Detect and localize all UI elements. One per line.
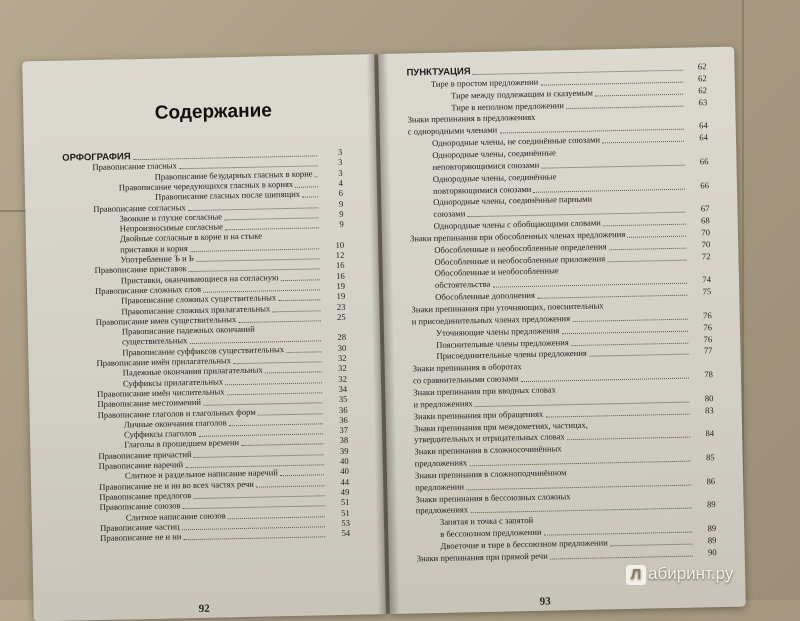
toc-page-number: 76 bbox=[702, 309, 712, 321]
toc-entry-title: Однородные члены, соединённые bbox=[432, 147, 556, 160]
toc-entry-title: Звонкие и глухие согласные bbox=[119, 211, 223, 224]
toc-page-number: 9 bbox=[339, 208, 344, 219]
labirint-logo-icon: Л bbox=[626, 565, 646, 585]
toc-page-number: 66 bbox=[699, 155, 709, 167]
toc-dot-leader bbox=[295, 185, 318, 187]
toc-entry bbox=[440, 537, 608, 551]
toc-page-number: 6 bbox=[338, 188, 344, 199]
toc-dot-leader bbox=[196, 257, 319, 262]
toc-page-number: 68 bbox=[700, 215, 710, 226]
toc-page-number: 76 bbox=[703, 333, 713, 344]
toc-entry-title: Однородные члены с обобщающими словами bbox=[433, 217, 601, 231]
toc-page-number: 64 bbox=[699, 120, 708, 131]
toc-entry-title: Правописание падежных окончаний bbox=[121, 323, 255, 337]
toc-entry-title: Обособленные и необособленные приложения bbox=[434, 252, 606, 267]
toc-entry-title: Правописание союзов bbox=[99, 500, 181, 513]
toc-entry bbox=[433, 194, 592, 207]
toc-entry-title: Правописание чередующихся гласных в корнях bbox=[118, 178, 294, 193]
toc-dot-leader bbox=[184, 535, 326, 540]
toc-page-number: 34 bbox=[338, 383, 348, 394]
toc-entry-title: Правописание имён прилагательных bbox=[96, 355, 232, 369]
toc-entry-title: предложениях bbox=[415, 504, 469, 516]
toc-entry bbox=[433, 183, 531, 195]
toc-entry-title: Двойные согласные в корне и на стыке bbox=[119, 230, 263, 244]
toc-entry-title: Тире в простом предложении bbox=[430, 76, 539, 89]
toc-page-number: 53 bbox=[341, 517, 351, 528]
toc-dot-leader bbox=[272, 309, 320, 312]
toc-entry-title: Правописание суффиксов существительных bbox=[122, 343, 285, 358]
toc-page-number: 9 bbox=[339, 218, 344, 230]
toc-entry-title: Знаки препинания при уточняющих, пояснительных bbox=[411, 300, 604, 315]
toc-dot-leader bbox=[227, 391, 322, 395]
toc-dot-leader bbox=[544, 531, 692, 536]
toc-page-number: 40 bbox=[340, 466, 349, 477]
toc-dot-leader bbox=[238, 319, 320, 323]
toc-dot-leader bbox=[228, 515, 325, 519]
toc-dot-leader bbox=[193, 494, 324, 499]
toc-entry bbox=[122, 324, 255, 337]
toc-entry bbox=[413, 373, 519, 385]
toc-entry-title: Непроизносимые согласные bbox=[119, 221, 224, 234]
page-title: Содержание bbox=[154, 100, 273, 124]
toc-entry-title: Правописание согласных bbox=[93, 201, 186, 214]
toc-dot-leader bbox=[241, 443, 323, 447]
toc-entry-title: Личные окончания глаголов bbox=[123, 417, 227, 430]
toc-dot-leader bbox=[493, 282, 687, 288]
toc-entry-title: Слитное и раздельное написание наречий bbox=[124, 467, 279, 481]
toc-page-number: 23 bbox=[336, 301, 346, 312]
toc-entry bbox=[120, 231, 262, 244]
toc-entry-title: утвердительных и отрицательных словах bbox=[414, 431, 565, 445]
toc-entry bbox=[408, 125, 498, 137]
toc-entry-title: Обособленные дополнения bbox=[435, 289, 536, 303]
toc-dot-leader bbox=[475, 400, 690, 406]
toc-entry-title: неповторяющимися союзами bbox=[432, 159, 540, 172]
toc-dot-leader bbox=[550, 554, 693, 559]
toc-dot-leader bbox=[589, 353, 688, 357]
toc-dot-leader bbox=[302, 196, 318, 198]
toc-entry-title: Знаки препинания при междометиях, частицах, bbox=[413, 419, 588, 433]
toc-dot-leader bbox=[229, 422, 323, 426]
open-book bbox=[22, 47, 746, 621]
toc-dot-leader bbox=[199, 432, 323, 437]
toc-entry-title: Знаки препинания при обращениях bbox=[413, 408, 544, 422]
toc-entry bbox=[416, 505, 469, 516]
toc-entry-title: Правописание не и ни bbox=[100, 531, 182, 544]
toc-entry-title: Тире в неполном предложении bbox=[451, 99, 565, 113]
toc-page-number: 32 bbox=[338, 373, 348, 384]
toc-entry bbox=[417, 550, 548, 563]
toc-entry-title: Знаки препинания при обособленных членах предложения bbox=[409, 228, 626, 244]
toc-dot-leader bbox=[190, 247, 319, 252]
toc-entry bbox=[433, 171, 557, 184]
toc-entry bbox=[406, 66, 470, 78]
toc-entry-title: со сравнительными союзами bbox=[412, 373, 519, 386]
toc-dot-leader bbox=[470, 507, 691, 514]
toc-dot-leader bbox=[537, 294, 687, 299]
toc-page-number: 86 bbox=[706, 475, 716, 487]
toc-page-number: 80 bbox=[704, 392, 714, 404]
toc-entry-title: в бессоюзном предложении bbox=[440, 526, 542, 540]
toc-entry-title: Употребление Ъ и Ь bbox=[120, 252, 194, 265]
toc-entry-title: предложениях bbox=[414, 457, 468, 469]
toc-page-number: 66 bbox=[700, 179, 710, 190]
toc-dot-leader bbox=[233, 360, 321, 364]
toc-entry-title: Правописание гласных после шипящих bbox=[154, 188, 301, 202]
toc-dot-leader bbox=[265, 371, 322, 374]
toc-page-number: 25 bbox=[336, 311, 346, 322]
toc-entry-title: Правописание причастий bbox=[98, 448, 192, 461]
toc-dot-leader bbox=[182, 525, 325, 530]
toc-page-number: 44 bbox=[340, 476, 350, 487]
toc-dot-leader bbox=[627, 235, 686, 238]
toc-entry bbox=[412, 313, 571, 326]
toc-entry bbox=[415, 467, 567, 480]
toc-page-number: 32 bbox=[337, 352, 347, 363]
toc-page-number: 3 bbox=[338, 167, 343, 178]
toc-entry-title: Суффиксы прилагательных bbox=[122, 375, 224, 389]
toc-entry-title: Правописание наречий bbox=[98, 459, 184, 472]
toc-entry-title: Уточняющие члены предложения bbox=[435, 325, 560, 338]
toc-dot-leader bbox=[225, 381, 322, 385]
toc-page-number: 19 bbox=[336, 290, 346, 302]
toc-entry-title: Правописание не и ни во всех частях речи bbox=[99, 478, 254, 492]
toc-page-number: 32 bbox=[338, 363, 347, 374]
toc-entry-title: союзами bbox=[433, 208, 466, 220]
toc-page-number: 89 bbox=[706, 499, 716, 510]
toc-page-number: 36 bbox=[339, 414, 348, 425]
toc-page-number: 62 bbox=[698, 73, 707, 84]
toc-page-number: 76 bbox=[703, 321, 713, 332]
toc-entry-title: Знаки препинания в оборотах bbox=[412, 361, 522, 374]
toc-entry-title: Знаки препинания при прямой речи bbox=[416, 550, 548, 564]
toc-entry bbox=[440, 527, 542, 539]
toc-page-number: 3 bbox=[337, 146, 343, 157]
toc-entry-title: ОРФОГРАФИЯ bbox=[62, 151, 131, 164]
toc-entry-title: Обособленные и необособленные определения bbox=[434, 241, 607, 255]
toc-dot-leader bbox=[540, 81, 682, 86]
toc-dot-leader bbox=[541, 163, 684, 168]
toc-entry bbox=[415, 481, 464, 492]
toc-entry-title: и присоединительных членах предложения bbox=[411, 312, 571, 327]
toc-entry-title: предложении bbox=[415, 481, 465, 493]
toc-entry-title: Знаки препинания в предложениях bbox=[407, 112, 536, 125]
toc-entry-title: приставки и корня bbox=[120, 242, 188, 255]
toc-entry bbox=[411, 300, 603, 314]
toc-page-number: 16 bbox=[335, 260, 345, 271]
toc-entry-title: Правописание глаголов и глагольных форм bbox=[97, 406, 256, 420]
toc-entry-title: Запятая и точка с запятой bbox=[439, 515, 534, 528]
toc-dot-leader bbox=[281, 278, 320, 281]
toc-page-number: 70 bbox=[701, 227, 711, 238]
toc-entry-title: Правописание имён числительных bbox=[97, 386, 225, 399]
toc-page-number: 10 bbox=[335, 239, 345, 250]
toc-entry bbox=[434, 253, 605, 267]
toc-dot-leader bbox=[595, 92, 683, 96]
toc-page-number: 51 bbox=[340, 496, 350, 508]
toc-dot-leader bbox=[188, 206, 318, 211]
toc-page-number: 16 bbox=[336, 270, 345, 281]
toc-entry bbox=[440, 515, 533, 527]
toc-page-number: 90 bbox=[707, 546, 717, 558]
toc-entry bbox=[414, 443, 561, 456]
toc-page-number: 84 bbox=[705, 428, 715, 439]
right-page bbox=[378, 47, 746, 614]
toc-entry-title: и предложениях bbox=[413, 397, 473, 410]
toc-page-number: 89 bbox=[707, 535, 717, 546]
toc-page-number: 4 bbox=[338, 177, 343, 188]
toc-dot-leader bbox=[534, 187, 686, 192]
toc-entry-title: Правописание имен существительных bbox=[95, 313, 237, 327]
toc-entry bbox=[124, 417, 227, 429]
toc-page-number: 89 bbox=[707, 523, 717, 534]
toc-dot-leader bbox=[258, 412, 323, 415]
toc-page-number: 3 bbox=[337, 157, 343, 168]
toc-entry bbox=[415, 457, 468, 468]
toc-entry-title: существительных bbox=[122, 335, 188, 347]
toc-dot-leader bbox=[203, 401, 322, 405]
toc-page-number: 85 bbox=[705, 452, 715, 463]
toc-dot-leader bbox=[225, 226, 319, 230]
toc-entry-title: с однородными членами bbox=[407, 124, 498, 137]
toc-entry bbox=[436, 337, 569, 350]
toc-dot-leader bbox=[278, 299, 320, 302]
toc-dot-leader bbox=[469, 460, 690, 467]
toc-entry-title: Правописание безударных гласных в корне bbox=[154, 168, 313, 182]
toc-entry bbox=[413, 398, 472, 409]
toc-entry-title: Пояснительные члены предложения bbox=[436, 336, 569, 350]
toc-dot-leader bbox=[609, 246, 686, 250]
watermark bbox=[626, 564, 786, 590]
toc-dot-leader bbox=[572, 317, 687, 321]
toc-page-number: 78 bbox=[704, 369, 714, 380]
toc-dot-leader bbox=[521, 377, 689, 383]
toc-page-number: 70 bbox=[701, 238, 711, 250]
toc-entry-title: Правописание предлогов bbox=[99, 489, 192, 502]
toc-entry-title: повторяющимися союзами bbox=[432, 183, 532, 196]
toc-entry-title: обстоятельства bbox=[434, 279, 491, 291]
toc-entry bbox=[414, 408, 544, 421]
toc-page-number: 12 bbox=[335, 249, 345, 260]
toc-entry-title: Однородные члены, соединённые парными bbox=[433, 193, 593, 208]
toc-entry-title: Правописание сложных слов bbox=[94, 283, 202, 296]
toc-page-number: 36 bbox=[338, 404, 348, 415]
toc-dot-leader bbox=[286, 350, 321, 353]
toc-entry-title: Слитное написание союзов bbox=[125, 509, 226, 522]
toc-dot-leader bbox=[473, 69, 683, 75]
toc-dot-leader bbox=[499, 128, 683, 134]
toc-dot-leader bbox=[466, 483, 691, 490]
toc-page-number: 39 bbox=[339, 445, 349, 456]
toc-dot-leader bbox=[280, 474, 324, 477]
toc-entry-title: Знаки препинания в сложноподчинённом bbox=[414, 467, 567, 481]
page-number: 93 bbox=[539, 595, 551, 608]
toc-page-number: 37 bbox=[339, 424, 349, 436]
toc-page-number: 63 bbox=[698, 96, 708, 107]
toc-entry-title: Суффиксы глаголов bbox=[123, 428, 197, 440]
toc-entry-title: ПУНКТУАЦИЯ bbox=[406, 66, 471, 79]
toc-dot-leader bbox=[567, 436, 690, 441]
toc-page-number: 49 bbox=[340, 486, 350, 497]
toc-entry bbox=[413, 361, 522, 373]
toc-entry-title: Знаки препинания в бессоюзных сложных bbox=[415, 490, 571, 504]
toc-page-number: 51 bbox=[341, 507, 350, 518]
toc-page-number: 28 bbox=[337, 332, 347, 343]
watermark-text: абиринт.ру bbox=[648, 564, 734, 583]
toc-page-number: 67 bbox=[700, 203, 710, 214]
toc-page-number: 38 bbox=[339, 435, 349, 446]
toc-dot-leader bbox=[566, 104, 683, 108]
toc-dot-leader bbox=[183, 504, 325, 509]
toc-dot-leader bbox=[607, 258, 686, 262]
toc-entry-title: Правописание сложных существительных bbox=[121, 292, 277, 306]
toc-entry bbox=[413, 384, 556, 397]
toc-entry-title: Тире между подлежащим и сказуемым bbox=[450, 87, 593, 101]
toc-page-number: 62 bbox=[698, 84, 708, 96]
toc-entry bbox=[432, 147, 556, 160]
toc-dot-leader bbox=[562, 329, 688, 334]
toc-entry-title: Правописание приставок bbox=[94, 263, 187, 276]
toc-entry-title: Присоединительные члены предложения bbox=[436, 348, 587, 362]
toc-entry bbox=[126, 510, 226, 522]
toc-entry-title: Обособленные и необособленные bbox=[434, 265, 559, 279]
toc-page-number: 62 bbox=[697, 61, 707, 72]
toc-entry bbox=[431, 77, 539, 89]
page-number: 92 bbox=[198, 602, 210, 615]
toc-entry bbox=[436, 348, 587, 361]
toc-page-number: 75 bbox=[702, 286, 712, 297]
toc-entry-title: Знаки препинания при вводных словах bbox=[413, 384, 556, 398]
toc-entry bbox=[100, 531, 181, 543]
toc-entry bbox=[436, 325, 560, 338]
toc-page-number: 19 bbox=[336, 280, 346, 291]
toc-page-number: 40 bbox=[339, 455, 349, 466]
toc-dot-leader bbox=[602, 140, 684, 144]
toc-entry-title: Однородные члены, соединённые bbox=[432, 170, 557, 184]
toc-dot-leader bbox=[256, 484, 324, 487]
toc-entry bbox=[433, 208, 465, 219]
toc-entry bbox=[415, 491, 570, 504]
toc-entry-title: Двоеточие и тире в бессоюзном предложении bbox=[440, 537, 608, 551]
toc-entry bbox=[432, 160, 539, 172]
toc-entry bbox=[435, 290, 535, 302]
toc-entry bbox=[451, 100, 564, 112]
toc-entry bbox=[155, 189, 300, 202]
toc-dot-leader bbox=[610, 543, 692, 547]
toc-entry-title: Правописание сложных прилагательных bbox=[121, 302, 271, 316]
toc-page-number: 9 bbox=[338, 198, 344, 209]
toc-dot-leader bbox=[468, 211, 686, 218]
toc-entry-title: Знаки препинания в сложносочинённых bbox=[414, 443, 562, 457]
toc-dot-leader bbox=[194, 453, 324, 458]
toc-page-number: 72 bbox=[701, 250, 711, 261]
left-page bbox=[22, 54, 386, 621]
toc-entry bbox=[435, 279, 491, 290]
toc-dot-leader bbox=[545, 412, 689, 417]
toc-entry-title: Однородные члены, не соединённые союзами bbox=[431, 134, 601, 149]
toc-dot-leader bbox=[315, 175, 318, 177]
toc-entry bbox=[407, 112, 535, 125]
toc-entry-title: Глаголы в прошедшем времени bbox=[124, 437, 240, 450]
toc-entry-title: Падежные окончания прилагательных bbox=[122, 364, 263, 378]
toc-page-number: 35 bbox=[338, 393, 348, 405]
toc-page-number: 30 bbox=[337, 342, 347, 353]
toc-dot-leader bbox=[571, 341, 688, 345]
toc-page-number: 77 bbox=[703, 345, 713, 356]
toc-entry-title: Правописание гласных bbox=[92, 160, 177, 173]
toc-dot-leader bbox=[133, 154, 317, 160]
toc-page-number: 54 bbox=[341, 527, 351, 539]
toc-dot-leader bbox=[603, 223, 686, 227]
toc-entry bbox=[435, 266, 559, 279]
toc-entry-title: Правописание частиц bbox=[99, 521, 180, 533]
toc-entry-title: Правописание местоимений bbox=[97, 397, 202, 410]
toc-dot-leader bbox=[224, 216, 318, 220]
toc-page-number: 64 bbox=[699, 132, 709, 143]
toc-entry bbox=[432, 135, 600, 149]
toc-page-number: 83 bbox=[704, 404, 714, 415]
toc-entry-title: Приставки, оканчивающиеся на согласную bbox=[120, 271, 279, 286]
toc-entry bbox=[414, 432, 565, 445]
toc-entry bbox=[451, 87, 593, 100]
toc-page-number: 74 bbox=[702, 274, 712, 285]
